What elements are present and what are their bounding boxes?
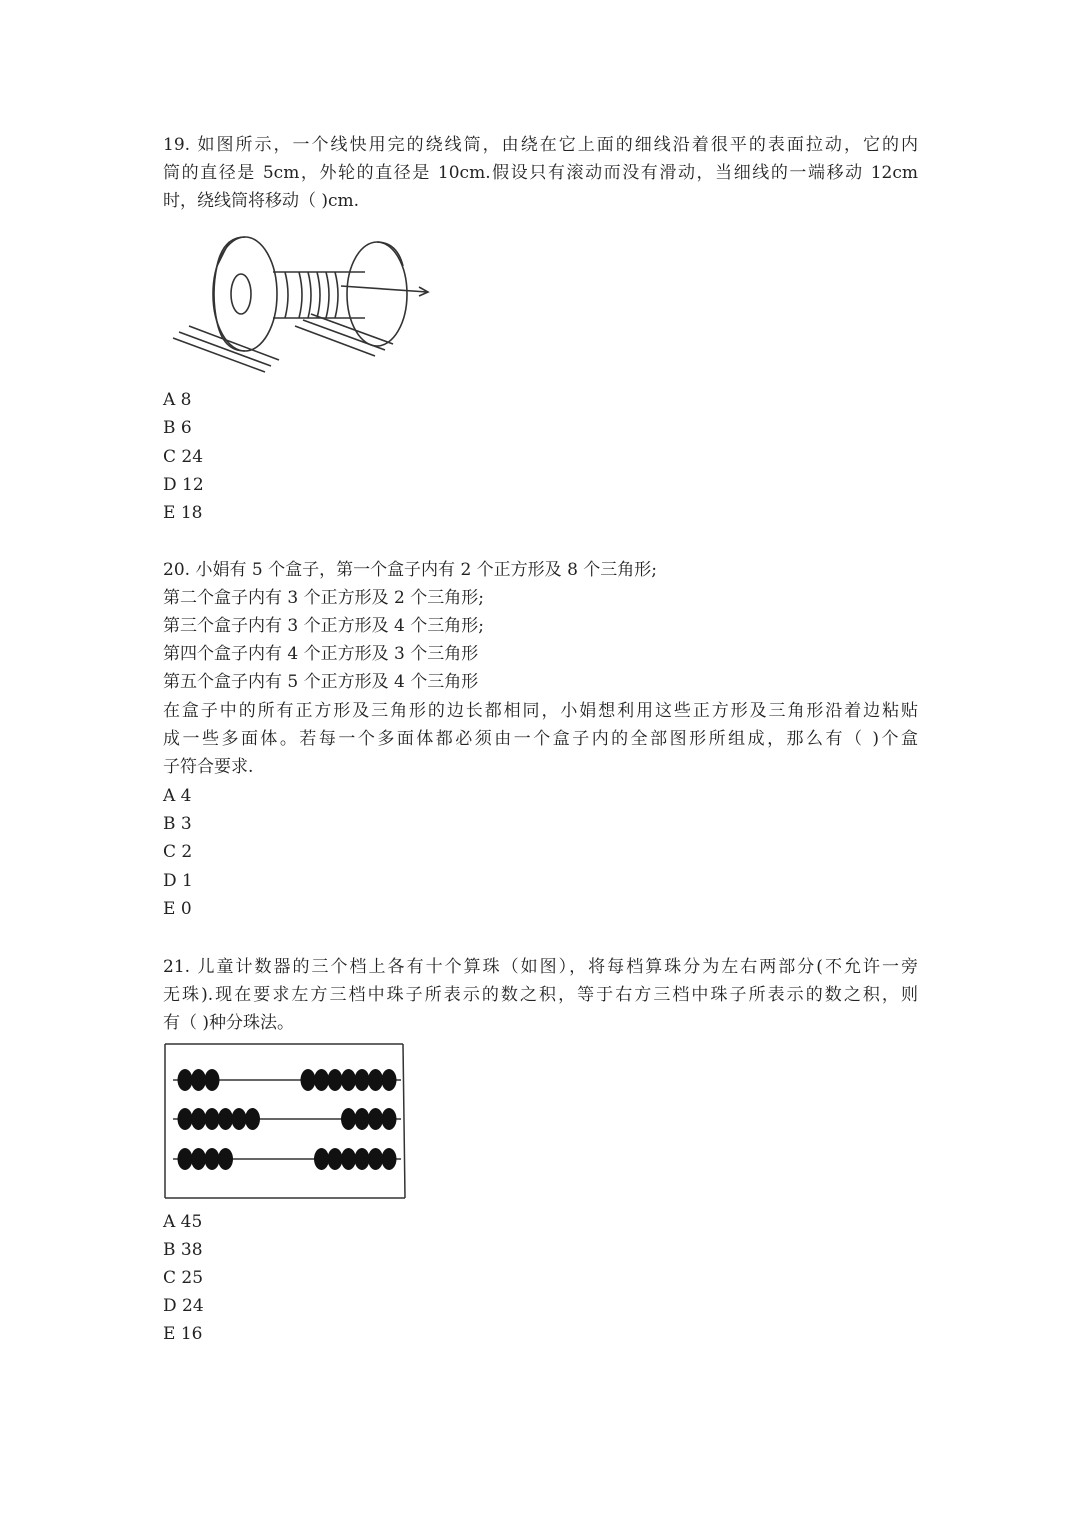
spool-left-hub [231, 274, 251, 314]
abacus-frame-right [403, 1044, 405, 1198]
abacus-bead-left [205, 1148, 220, 1170]
abacus-bead-left [218, 1148, 233, 1170]
q21-line-2: 无珠).现在要求左方三档中珠子所表示的数之积，等于右方三档中珠子所表示的数之积，则 [163, 985, 918, 1005]
q20-line-5: 第五个盒子内有 5 个正方形及 4 个三角形 [163, 672, 479, 692]
abacus-bead-right [341, 1108, 356, 1130]
abacus-bead-left [191, 1108, 206, 1130]
abacus-bead-right [341, 1148, 356, 1170]
abacus-bead-right [314, 1148, 329, 1170]
abacus-bead-right [341, 1069, 356, 1091]
q20-option-e: E 0 [163, 899, 192, 919]
abacus-figure [163, 1042, 408, 1202]
q20-option-c: C 2 [163, 842, 193, 862]
q19-option-d: D 12 [163, 475, 204, 495]
abacus-bead-right [368, 1108, 383, 1130]
abacus-bead-left [232, 1108, 247, 1130]
q20-option-d: D 1 [163, 871, 193, 891]
abacus-bead-right [314, 1069, 329, 1091]
q20-line-1: 20. 小娟有 5 个盒子，第一个盒子内有 2 个正方形及 8 个三角形; [163, 560, 658, 580]
abacus-bead-left [178, 1108, 193, 1130]
abacus-bead-right [328, 1148, 343, 1170]
abacus-bead-right [355, 1148, 370, 1170]
q19-option-a: A 8 [163, 390, 192, 410]
abacus-bead-left [191, 1148, 206, 1170]
thread-winding [299, 272, 302, 318]
q21-option-e: E 16 [163, 1324, 203, 1344]
abacus-bead-right [328, 1069, 343, 1091]
q20-line-7: 成一些多面体。若每一个多面体都必须由一个盒子内的全部图形所组成，那么有（ )个盒 [163, 729, 918, 749]
abacus-bead-right [368, 1148, 383, 1170]
q19-line-1: 19. 如图所示，一个线快用完的绕线筒，由绕在它上面的细线沿着很平的表面拉动，它的内 [163, 135, 918, 155]
q19-line-2: 筒的直径是 5cm，外轮的直径是 10cm.假设只有滚动而没有滑动，当细线的一端移动 12cm [163, 163, 918, 183]
q21-option-b: B 38 [163, 1240, 203, 1260]
q21-line-3: 有（ )种分珠法。 [163, 1013, 295, 1033]
q20-line-2: 第二个盒子内有 3 个正方形及 2 个三角形; [163, 588, 484, 608]
q20-line-3: 第三个盒子内有 3 个正方形及 4 个三角形; [163, 616, 484, 636]
abacus-bead-right [368, 1069, 383, 1091]
abacus-bead-left [191, 1069, 206, 1091]
q20-option-a: A 4 [163, 786, 192, 806]
spool-left-wheel-edge [214, 237, 245, 351]
q20-option-b: B 3 [163, 814, 192, 834]
abacus-bead-right [382, 1069, 397, 1091]
abacus-bead-left [245, 1108, 260, 1130]
abacus-bead-left [178, 1069, 193, 1091]
q21-option-a: A 45 [163, 1212, 203, 1232]
abacus-bead-right [382, 1148, 397, 1170]
abacus-bead-right [355, 1069, 370, 1091]
abacus-bead-left [205, 1108, 220, 1130]
abacus-bead-left [178, 1148, 193, 1170]
abacus-bead-left [218, 1108, 233, 1130]
abacus-bead-left [205, 1069, 220, 1091]
spool-figure [165, 226, 440, 376]
q19-option-b: B 6 [163, 418, 192, 438]
q21-option-c: C 25 [163, 1268, 204, 1288]
abacus-bead-right [301, 1069, 316, 1091]
abacus-bead-right [382, 1108, 397, 1130]
thread-line [341, 286, 427, 292]
q20-line-6: 在盒子中的所有正方形及三角形的边长都相同，小娟想利用这些正方形及三角形沿着边粘贴 [163, 701, 918, 721]
q19-option-e: E 18 [163, 503, 203, 523]
q20-line-8: 子符合要求. [163, 757, 254, 777]
q20-line-4: 第四个盒子内有 4 个正方形及 3 个三角形 [163, 644, 479, 664]
q19-option-c: C 24 [163, 447, 204, 467]
abacus-bead-right [355, 1108, 370, 1130]
q19-line-3: 时，绕线筒将移动（ )cm. [163, 191, 360, 211]
q21-option-d: D 24 [163, 1296, 204, 1316]
q21-line-1: 21. 儿童计数器的三个档上各有十个算珠（如图），将每档算珠分为左右两部分(不允许一旁 [163, 957, 918, 977]
